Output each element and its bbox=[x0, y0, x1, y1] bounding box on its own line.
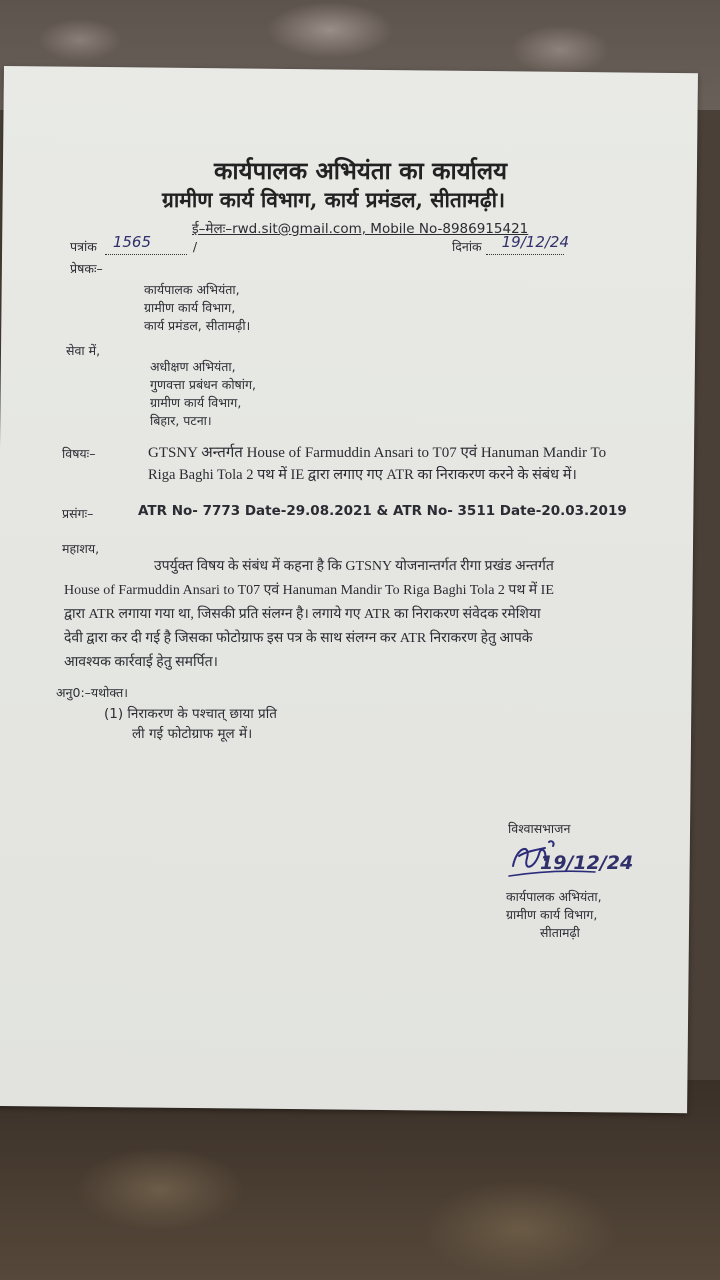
subject-line-1: GTSNY अन्तर्गत House of Farmuddin Ansari to T07 एवं Hanuman Mandir To bbox=[148, 445, 607, 461]
body-line-1: उपर्युक्त विषय के संबंध में कहना है कि GTSNY योजनान्तर्गत रीगा प्रखंड अन्तर्गत bbox=[154, 559, 554, 574]
sender-label: प्रेषकः– bbox=[70, 261, 103, 276]
enclosure-label: अनु0:–यथोक्त। bbox=[56, 685, 128, 700]
signatory-line: कार्यपालक अभियंता, bbox=[506, 889, 602, 904]
dinank-label: दिनांक bbox=[452, 239, 482, 254]
signatory-block bbox=[506, 888, 602, 942]
department-line: ग्रामीण कार्य विभाग, कार्य प्रमंडल, सीतामढ़ी। bbox=[162, 187, 506, 212]
body-line-5: आवश्यक कार्रवाई हेतु समर्पित। bbox=[64, 655, 218, 670]
recipient-line: गुणवत्ता प्रबंधन कोषांग, bbox=[150, 377, 257, 392]
reference-text: ATR No- 7773 Date-29.08.2021 & ATR No- 3511 Date-20.03.2019 bbox=[138, 503, 627, 519]
sender-line: कार्य प्रमंडल, सीतामढ़ी। bbox=[144, 318, 251, 333]
recipient-block bbox=[150, 358, 256, 430]
dinank-value: 19/12/24 bbox=[501, 233, 570, 251]
signature-date: 19/12/24 bbox=[540, 852, 634, 874]
signatory-line: ग्रामीण कार्य विभाग, bbox=[506, 907, 598, 922]
subject-label: विषयः– bbox=[62, 446, 96, 461]
sender-line: कार्यपालक अभियंता, bbox=[144, 282, 240, 297]
sender-line: ग्रामीण कार्य विभाग, bbox=[144, 300, 236, 315]
dinank-field bbox=[452, 233, 570, 255]
recipient-line: बिहार, पटना। bbox=[150, 413, 212, 428]
patrank-field: पत्रांक 1565 / bbox=[70, 233, 198, 254]
recipient-label: सेवा में, bbox=[66, 343, 101, 358]
body-line-2: House of Farmuddin Ansari to T07 एवं Hanuman Mandir To Riga Baghi Tola 2 पथ में IE bbox=[64, 583, 554, 598]
enclosure-item-line-1: (1) निराकरण के पश्चात् छाया प्रति bbox=[104, 706, 277, 722]
body-line-3: द्वारा ATR लगाया गया था, जिसकी प्रति संलग्न है। लगाये गए ATR का निराकरण संवेदक रमेशिया bbox=[64, 607, 541, 622]
salutation: महाशय, bbox=[62, 541, 100, 556]
subject-line-2: Riga Baghi Tola 2 पथ में IE द्वारा लगाए गए ATR का निराकरण करने के संबंध में। bbox=[148, 467, 577, 483]
enclosure-item-line-2: ली गई फोटोग्राफ मूल में। bbox=[132, 726, 253, 742]
contact-line: ई–मेलः–rwd.sit@gmail.com, Mobile No-8986915421 bbox=[192, 221, 529, 237]
body-line-4: देवी द्वारा कर दी गई है जिसका फोटोग्राफ इस पत्र के साथ संलग्न कर ATR निराकरण हेतु आपके bbox=[64, 631, 533, 646]
office-title: कार्यपालक अभियंता का कार्यालय bbox=[214, 156, 508, 185]
patrank-value: 1565 bbox=[112, 233, 152, 251]
recipient-line: अधीक्षण अभियंता, bbox=[150, 359, 236, 374]
reference-label: प्रसंगः– bbox=[62, 506, 94, 521]
sender-block bbox=[144, 281, 250, 335]
signatory-line: सीतामढ़ी bbox=[540, 925, 580, 940]
recipient-line: ग्रामीण कार्य विभाग, bbox=[150, 395, 242, 410]
patrank-label: पत्रांक bbox=[70, 239, 97, 254]
closing-text: विश्वासभाजन bbox=[508, 821, 571, 836]
